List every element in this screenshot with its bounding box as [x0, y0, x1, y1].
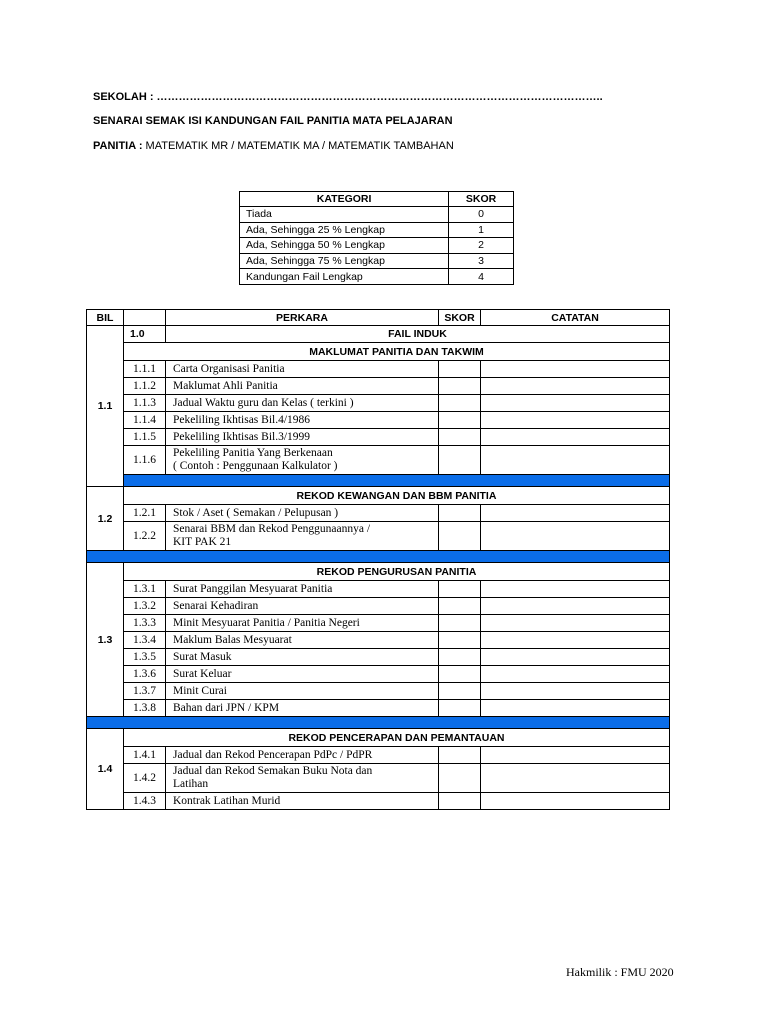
table-row	[87, 446, 670, 475]
catatan-cell[interactable]	[481, 666, 670, 683]
bil-header: BIL	[87, 310, 124, 326]
catatan-cell[interactable]	[481, 505, 670, 522]
skor-cell[interactable]	[439, 615, 481, 632]
skor-cell: 4	[449, 269, 514, 285]
skor-cell[interactable]	[439, 412, 481, 429]
section-title-row	[87, 729, 670, 747]
checklist-header-row	[87, 310, 670, 326]
skor-cell[interactable]	[439, 649, 481, 666]
catatan-cell[interactable]	[481, 793, 670, 810]
item-code: 1.1.3	[124, 395, 166, 412]
section-title: REKOD PENCERAPAN DAN PEMANTAUAN	[124, 729, 670, 747]
catatan-cell[interactable]	[481, 378, 670, 395]
kategori-cell: Ada, Sehingga 25 % Lengkap	[240, 222, 449, 238]
fail-induk-row	[87, 326, 670, 343]
sekolah-line: SEKOLAH : …………………………………………………………………………………………………………..	[93, 91, 603, 103]
item-text: Senarai Kehadiran	[166, 598, 439, 615]
item-text: Jadual Waktu guru dan Kelas ( terkini )	[166, 395, 439, 412]
panitia-label: PANITIA :	[93, 140, 143, 152]
catatan-cell[interactable]	[481, 446, 670, 475]
skor-cell[interactable]	[439, 378, 481, 395]
item-text: Minit Mesyuarat Panitia / Panitia Negeri	[166, 615, 439, 632]
catatan-cell[interactable]	[481, 598, 670, 615]
section-bil: 1.3	[87, 563, 124, 717]
catatan-cell[interactable]	[481, 412, 670, 429]
item-code: 1.3.2	[124, 598, 166, 615]
skor-cell[interactable]	[439, 429, 481, 446]
kategori-row	[240, 222, 514, 238]
catatan-cell[interactable]	[481, 649, 670, 666]
skor-cell[interactable]	[439, 446, 481, 475]
item-text-line1: Pekeliling Panitia Yang Berkenaan	[173, 447, 333, 459]
item-text: Maklum Balas Mesyuarat	[166, 632, 439, 649]
catatan-cell[interactable]	[481, 632, 670, 649]
item-text: Jadual dan Rekod Pencerapan PdPc / PdPR	[166, 747, 439, 764]
kategori-table	[239, 191, 514, 285]
section-title-row	[87, 487, 670, 505]
item-text	[166, 522, 439, 551]
item-code: 1.3.7	[124, 683, 166, 700]
catatan-header: CATATAN	[481, 310, 670, 326]
catatan-cell[interactable]	[481, 615, 670, 632]
kategori-header-row	[240, 192, 514, 207]
table-row	[87, 632, 670, 649]
catatan-cell[interactable]	[481, 522, 670, 551]
section-bil: 1.2	[87, 487, 124, 551]
item-text	[166, 764, 439, 793]
footer-copyright: Hakmilik : FMU 2020	[566, 965, 674, 979]
item-text: Minit Curai	[166, 683, 439, 700]
item-code: 1.3.3	[124, 615, 166, 632]
section-title-row	[87, 343, 670, 361]
catatan-cell[interactable]	[481, 747, 670, 764]
item-code: 1.1.2	[124, 378, 166, 395]
catatan-cell[interactable]	[481, 700, 670, 717]
skor-cell[interactable]	[439, 666, 481, 683]
separator-bar	[87, 551, 670, 563]
section-bil: 1.4	[87, 729, 124, 810]
table-row	[87, 505, 670, 522]
table-row	[87, 412, 670, 429]
skor-cell[interactable]	[439, 764, 481, 793]
item-text: Pekeliling Ikhtisas Bil.3/1999	[166, 429, 439, 446]
item-code: 1.1.6	[124, 446, 166, 475]
skor-cell: 3	[449, 253, 514, 269]
kategori-row	[240, 207, 514, 223]
catatan-cell[interactable]	[481, 395, 670, 412]
table-row	[87, 793, 670, 810]
skor-cell[interactable]	[439, 395, 481, 412]
item-text: Carta Organisasi Panitia	[166, 361, 439, 378]
item-text-line2: KIT PAK 21	[173, 536, 232, 548]
item-code: 1.3.8	[124, 700, 166, 717]
table-row	[87, 615, 670, 632]
item-code: 1.4.1	[124, 747, 166, 764]
item-code: 1.2.1	[124, 505, 166, 522]
item-code: 1.4.2	[124, 764, 166, 793]
skor-cell[interactable]	[439, 598, 481, 615]
perkara-header: PERKARA	[166, 310, 439, 326]
item-text: Stok / Aset ( Semakan / Pelupusan )	[166, 505, 439, 522]
item-code: 1.1.4	[124, 412, 166, 429]
kategori-cell: Kandungan Fail Lengkap	[240, 269, 449, 285]
skor-header: SKOR	[439, 310, 481, 326]
item-text: Maklumat Ahli Panitia	[166, 378, 439, 395]
table-row	[87, 747, 670, 764]
item-text-line2: Latihan	[173, 778, 209, 790]
catatan-cell[interactable]	[481, 581, 670, 598]
section-separator	[87, 717, 670, 729]
catatan-cell[interactable]	[481, 764, 670, 793]
table-row	[87, 683, 670, 700]
catatan-cell[interactable]	[481, 361, 670, 378]
kategori-cell: Tiada	[240, 207, 449, 223]
skor-cell: 0	[449, 207, 514, 223]
skor-cell[interactable]	[439, 581, 481, 598]
table-row	[87, 395, 670, 412]
kategori-cell: Ada, Sehingga 50 % Lengkap	[240, 238, 449, 254]
table-row	[87, 649, 670, 666]
item-code: 1.2.2	[124, 522, 166, 551]
skor-cell: 1	[449, 222, 514, 238]
skor-cell[interactable]	[439, 522, 481, 551]
item-text: Surat Panggilan Mesyuarat Panitia	[166, 581, 439, 598]
table-row	[87, 429, 670, 446]
skor-cell[interactable]	[439, 632, 481, 649]
kategori-header: KATEGORI	[240, 192, 449, 207]
item-code: 1.3.4	[124, 632, 166, 649]
skor-cell: 2	[449, 238, 514, 254]
table-row	[87, 361, 670, 378]
item-code: 1.4.3	[124, 793, 166, 810]
skor-cell[interactable]	[439, 683, 481, 700]
table-row	[87, 522, 670, 551]
item-code: 1.1.5	[124, 429, 166, 446]
catatan-cell[interactable]	[481, 683, 670, 700]
section-title: MAKLUMAT PANITIA DAN TAKWIM	[124, 343, 670, 361]
item-text	[166, 446, 439, 475]
table-row	[87, 598, 670, 615]
section-title: REKOD PENGURUSAN PANITIA	[124, 563, 670, 581]
skor-header: SKOR	[449, 192, 514, 207]
section-separator	[87, 475, 670, 487]
item-text: Bahan dari JPN / KPM	[166, 700, 439, 717]
item-text: Surat Keluar	[166, 666, 439, 683]
item-text-line1: Jadual dan Rekod Semakan Buku Nota dan	[173, 765, 373, 777]
section-title: REKOD KEWANGAN DAN BBM PANITIA	[124, 487, 670, 505]
fail-induk-code: 1.0	[124, 326, 166, 343]
skor-cell[interactable]	[439, 747, 481, 764]
checklist-table	[86, 309, 670, 810]
item-text: Surat Masuk	[166, 649, 439, 666]
section-title-row	[87, 563, 670, 581]
item-code: 1.3.6	[124, 666, 166, 683]
code-header	[124, 310, 166, 326]
skor-cell[interactable]	[439, 700, 481, 717]
document-title: SENARAI SEMAK ISI KANDUNGAN FAIL PANITIA MATA PELAJARAN	[93, 115, 453, 127]
table-row	[87, 700, 670, 717]
skor-cell[interactable]	[439, 793, 481, 810]
skor-cell[interactable]	[439, 505, 481, 522]
item-text-line1: Senarai BBM dan Rekod Penggunaannya /	[173, 523, 371, 535]
table-row	[87, 378, 670, 395]
section-separator	[87, 551, 670, 563]
separator-bar	[87, 717, 670, 729]
table-row	[87, 666, 670, 683]
item-code: 1.3.1	[124, 581, 166, 598]
item-text: Pekeliling Ikhtisas Bil.4/1986	[166, 412, 439, 429]
panitia-line	[93, 140, 454, 152]
kategori-row	[240, 253, 514, 269]
item-text-line2: ( Contoh : Penggunaan Kalkulator )	[173, 460, 338, 472]
skor-cell[interactable]	[439, 361, 481, 378]
kategori-row	[240, 269, 514, 285]
kategori-cell: Ada, Sehingga 75 % Lengkap	[240, 253, 449, 269]
panitia-value: MATEMATIK MR / MATEMATIK MA / MATEMATIK TAMBAHAN	[142, 140, 454, 152]
kategori-row	[240, 238, 514, 254]
separator-bar	[124, 475, 670, 487]
item-text: Kontrak Latihan Murid	[166, 793, 439, 810]
section-bil: 1.1	[87, 326, 124, 487]
table-row	[87, 581, 670, 598]
fail-induk-title: FAIL INDUK	[166, 326, 670, 343]
catatan-cell[interactable]	[481, 429, 670, 446]
item-code: 1.1.1	[124, 361, 166, 378]
table-row	[87, 764, 670, 793]
item-code: 1.3.5	[124, 649, 166, 666]
